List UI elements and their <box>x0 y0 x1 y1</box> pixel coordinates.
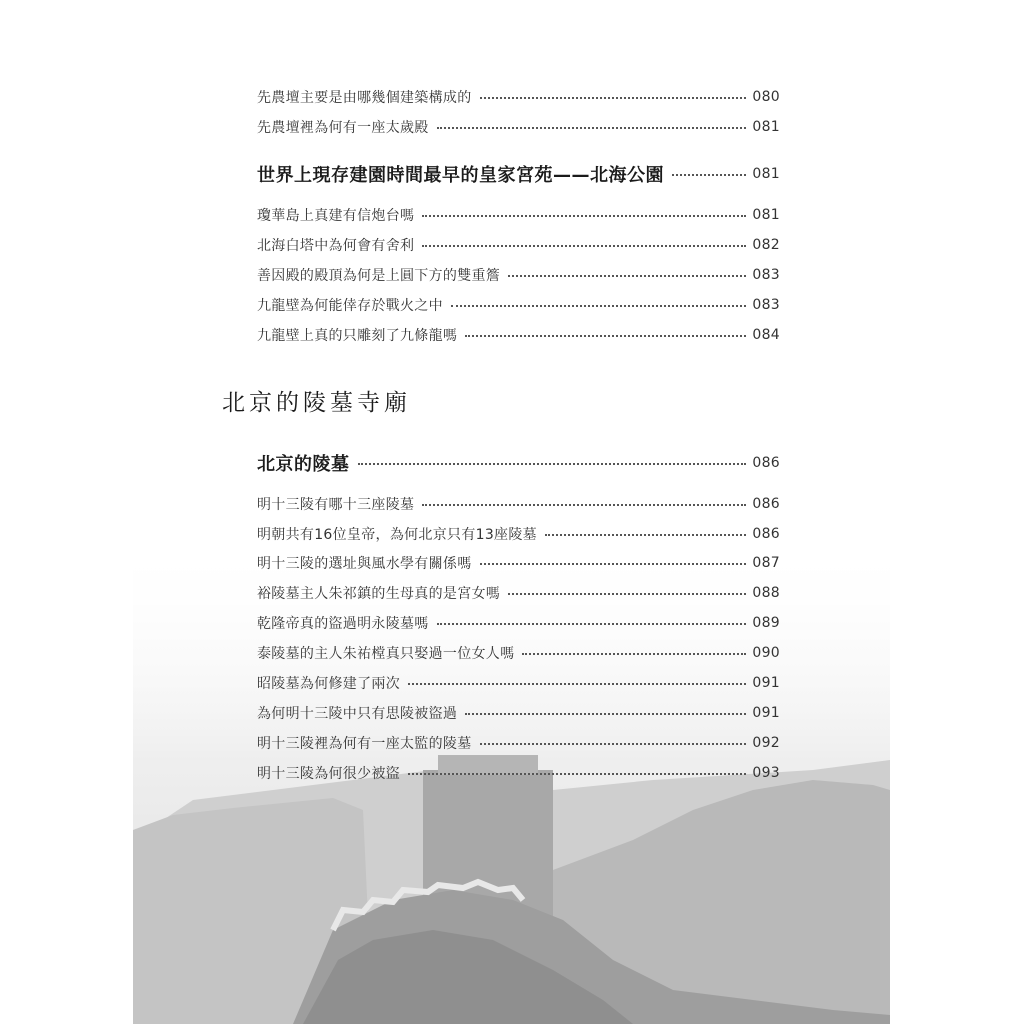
toc-entry[interactable] <box>257 524 780 544</box>
toc-entry[interactable] <box>257 325 780 345</box>
toc-entry[interactable] <box>257 583 780 603</box>
toc-entry[interactable] <box>257 117 780 137</box>
toc-entry-title: 裕陵墓主人朱祁鎮的生母真的是宮女嗎 <box>257 586 501 602</box>
toc-entry-page: 087 <box>752 555 780 571</box>
toc-entry-page: 080 <box>752 89 780 105</box>
toc-entry-page: 081 <box>752 207 780 223</box>
toc-entry-page: 086 <box>752 455 780 471</box>
toc-entry-page: 083 <box>752 297 780 313</box>
dot-leader <box>437 127 747 129</box>
toc-entry[interactable] <box>257 553 780 573</box>
toc-major-entry[interactable] <box>257 450 780 476</box>
toc-entry[interactable] <box>257 673 780 693</box>
toc-major-title: 北京的陵墓 <box>257 454 350 475</box>
toc-entry[interactable] <box>257 613 780 633</box>
section-heading: 北京的陵墓寺廟 <box>222 390 411 416</box>
toc-entry-page: 082 <box>752 237 780 253</box>
toc-entry-title: 明十三陵有哪十三座陵墓 <box>257 497 415 513</box>
dot-leader <box>545 534 746 536</box>
toc-entry-page: 084 <box>752 327 780 343</box>
toc-entry-title: 九龍壁為何能倖存於戰火之中 <box>257 298 443 314</box>
toc-entry-title: 九龍壁上真的只雕刻了九條龍嗎 <box>257 328 458 344</box>
toc-entry[interactable] <box>257 643 780 663</box>
dot-leader <box>508 593 746 595</box>
toc-entry-title: 明朝共有16位皇帝，為何北京只有13座陵墓 <box>257 527 537 543</box>
toc-entry-title: 為何明十三陵中只有思陵被盜過 <box>257 706 458 722</box>
dot-leader <box>422 245 746 247</box>
toc-entry[interactable] <box>257 205 780 225</box>
dot-leader <box>408 683 746 685</box>
dot-leader <box>465 713 746 715</box>
toc-entry-page: 081 <box>752 166 780 182</box>
toc-entry-page: 086 <box>752 496 780 512</box>
toc-entry[interactable] <box>257 235 780 255</box>
dot-leader <box>508 275 746 277</box>
dot-leader <box>480 97 747 99</box>
toc-entry-title: 北海白塔中為何會有舍利 <box>257 238 415 254</box>
toc-entry[interactable] <box>257 494 780 514</box>
dot-leader <box>451 305 746 307</box>
dot-leader <box>465 335 746 337</box>
toc-entry-title: 先農壇主要是由哪幾個建築構成的 <box>257 90 472 106</box>
toc-entry-title: 乾隆帝真的盜過明永陵墓嗎 <box>257 616 429 632</box>
dot-leader <box>480 563 747 565</box>
toc-entry-title: 明十三陵為何很少被盜 <box>257 766 400 782</box>
toc-entry-title: 泰陵墓的主人朱祐樘真只娶過一位女人嗎 <box>257 646 515 662</box>
dot-leader <box>522 653 746 655</box>
toc-entry[interactable] <box>257 733 780 753</box>
dot-leader <box>672 174 746 176</box>
toc-entry[interactable] <box>257 703 780 723</box>
toc-major-title: 世界上現存建園時間最早的皇家宮苑——北海公園 <box>257 165 664 186</box>
toc-entry-title: 昭陵墓為何修建了兩次 <box>257 676 400 692</box>
toc-entry-page: 081 <box>752 119 780 135</box>
toc-entry-title: 明十三陵裡為何有一座太監的陵墓 <box>257 736 472 752</box>
toc-entry-title: 瓊華島上真建有信炮台嗎 <box>257 208 415 224</box>
dot-leader <box>480 743 747 745</box>
toc-entry-title: 明十三陵的選址與風水學有關係嗎 <box>257 556 472 572</box>
toc-entry-page: 086 <box>752 526 780 542</box>
toc-entry[interactable] <box>257 763 780 783</box>
toc-entry-page: 093 <box>752 765 780 781</box>
dot-leader <box>358 463 747 465</box>
toc-entry[interactable] <box>257 295 780 315</box>
toc-entry-page: 090 <box>752 645 780 661</box>
toc-entry-page: 091 <box>752 675 780 691</box>
toc-entry-title: 善因殿的殿頂為何是上圓下方的雙重簷 <box>257 268 501 284</box>
toc-major-entry[interactable] <box>257 161 780 187</box>
toc-entry-title: 先農壇裡為何有一座太歲殿 <box>257 120 429 136</box>
toc-entry-page: 088 <box>752 585 780 601</box>
toc-entry-page: 083 <box>752 267 780 283</box>
dot-leader <box>437 623 747 625</box>
dot-leader <box>422 215 746 217</box>
toc-entry-page: 092 <box>752 735 780 751</box>
toc-entry[interactable] <box>257 87 780 107</box>
toc-entry[interactable] <box>257 265 780 285</box>
toc-entry-page: 091 <box>752 705 780 721</box>
dot-leader <box>408 773 746 775</box>
dot-leader <box>422 504 746 506</box>
toc-entry-page: 089 <box>752 615 780 631</box>
